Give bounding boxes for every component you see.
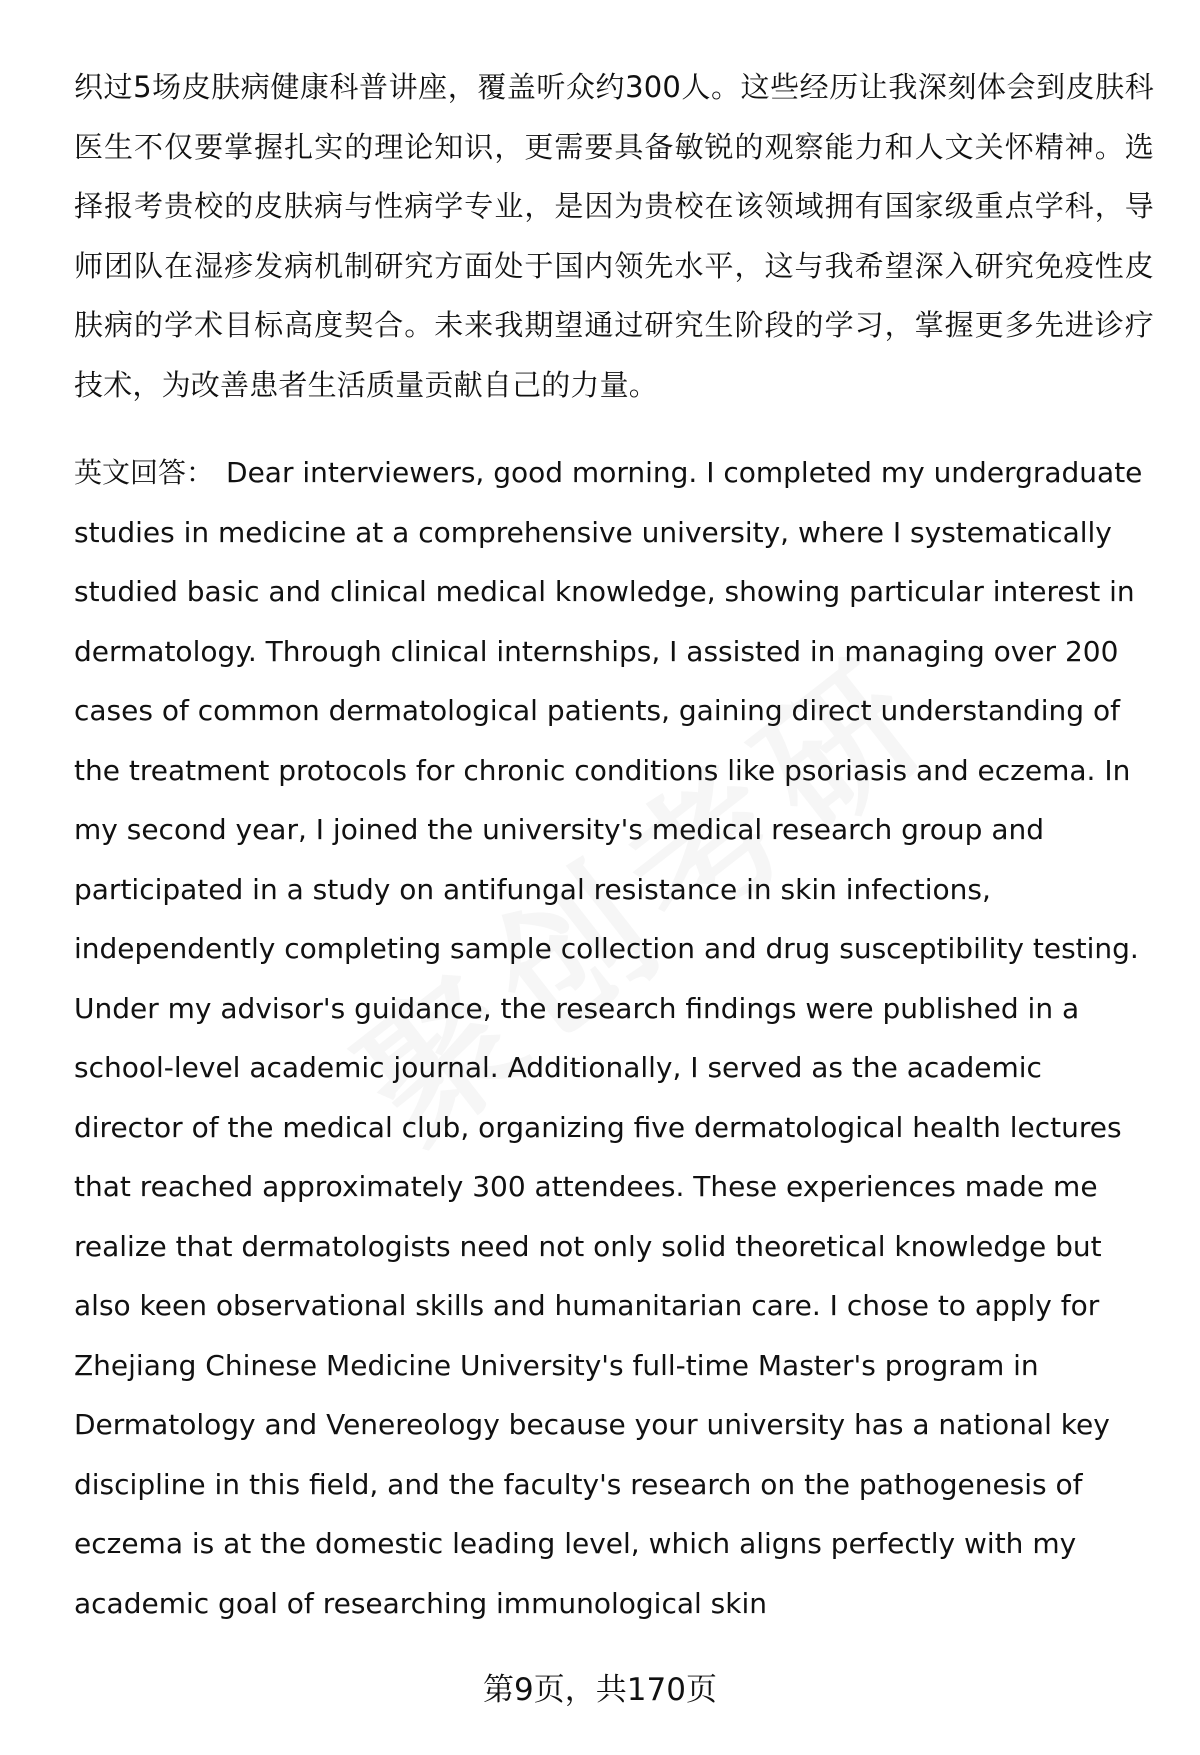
chinese-paragraph: 织过5场皮肤病健康科普讲座，覆盖听众约300人。这些经历让我深刻体会到皮肤科医生不仅要掌握扎实的理论知识，更需要具备敏锐的观察能力和人文关怀精神。选择报考贵校的皮肤病与性病学专业，是因为贵校在该领域拥有国家级重点学科，导师团队在湿疹发病机制研究方面处于国内领先水平，这与我希望深入研究免疫性皮肤病的学术目标高度契合。未来我期望通过研究生阶段的学习，掌握更多先进诊疗技术，为改善患者生活质量贡献自己的力量。 [74,70,1154,402]
english-answer-label: 英文回答： [74,456,215,489]
page-number-footer: 第9页，共170页 [483,1672,717,1708]
english-answer-text: Dear interviewers, good morning. I completed my undergraduate studies in medicine at a comprehensive university, where I systematically studied basic and clinical medical knowledge, showing particular interest in dermatology. Through clinical internships, I assisted in managing over 200 cases of common dermatological patients, gaining direct understanding of the treatment protocols for chronic conditions like psoriasis and eczema. In my second year, I joined the university's medical research group and participated in a study on antifungal resistance in skin infections, independently completing sample collection and drug susceptibility testing. Under my advisor's guidance, the research findings were published in a school-level academic journal. Additionally, I served as the academic director of the medical club, organizing five dermatological health lectures that reached approximately 300 attendees. These experiences made me realize that dermatologists need not only solid theoretical knowledge but also keen observational skills and humanitarian care. I chose to apply for Zhejiang Chinese Medicine University's full-time Master's program in Dermatology and Venereology because your university has a national key discipline in this field, and the faculty's research on the pathogenesis of eczema is at the domestic leading level, which aligns perfectly with my academic goal of researching immunological skin [74,456,1143,1620]
english-answer-paragraph [74,443,1154,1633]
document-body [74,58,1154,1633]
